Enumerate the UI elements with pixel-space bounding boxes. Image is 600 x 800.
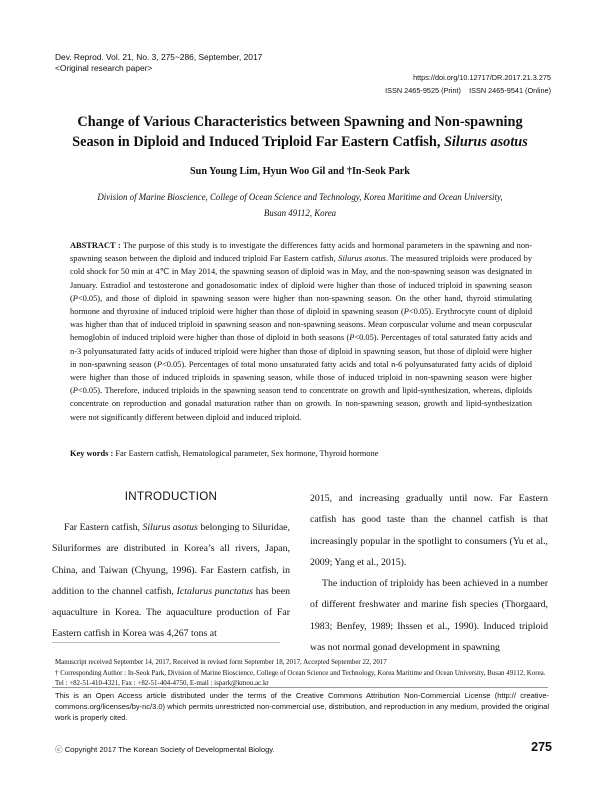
intro-text-3: has been aquaculture in Korea. The aquaculture production of Far Eastern catfish in Korea was 4,267 tons at (52, 585, 291, 640)
abstract-text-7: <0.05). Therefore, induced triploids in the spawning season tend to concentrate on growth and lipid-synthesization, whereas, diploids concentrate on reproduction and gonadal maturation rather than on growth. In non-spawning season, growth and lipid-synthesization were not significantly different between diploid and induced triploid. (70, 386, 532, 422)
abstract-species: Silurus asotus (338, 254, 386, 264)
intro-paragraph-2: 2015, and increasing gradually until now. Far Eastern catfish has good taste than the channel catfish is that increasingly popular in the spotlight to consumers (Yu et al., 2009; Yang et al., 2015). (310, 493, 548, 568)
article-title (52, 112, 548, 152)
manuscript-dates: Manuscript received September 14, 2017, Received in revised form September 18, 2017, Accepted September 22, 2017 (55, 658, 387, 666)
p-value-symbol: P (72, 293, 78, 303)
p-value-symbol: P (349, 333, 355, 343)
title-line-2 (52, 132, 548, 152)
footnote-divider (52, 642, 280, 643)
p-value-symbol: P (403, 307, 409, 317)
intro-text-1: Far Eastern catfish, (64, 522, 143, 533)
abstract-text-2: . The measured triploids were produced by cold shock for 50 min at 4℃ in May 2014, the spawning season of diploid was in May, and the non-spawning season was designated in January. Estradiol and testosterone and gonadosomatic index of diploid were higher than those of induced triploid in spawning season ( (70, 254, 533, 303)
journal-citation (55, 52, 262, 74)
p-value-symbol: P (72, 386, 78, 396)
p-value-symbol: P (156, 359, 162, 369)
abstract-text-3: <0.05), and those of diploid in spawning season were higher than non-spawning season. On the other hand, thyroid stimulating hormone and thyroxine of induced triploid were higher than those of diploid in spawning season ( (70, 293, 532, 317)
intro-species-2: Ictalurus punctatus (176, 585, 253, 597)
footnotes (55, 657, 555, 689)
license-divider (52, 687, 548, 688)
intro-paragraph-right (310, 488, 548, 658)
issn-line: ISSN 2465-9525 (Print) ISSN 2465-9541 (Online) (385, 86, 551, 95)
intro-species-1: Silurus asotus (142, 522, 198, 533)
title-line-1: Change of Various Characteristics between Spawning and Non-spawning (77, 114, 523, 130)
affiliation (66, 190, 534, 221)
abstract-text-1: The purpose of this study is to investigate the differences fatty acids and hormonal parameters in the spawning and non-spawning season between the diploid and induced triploid Far Eastern catfish, (70, 241, 532, 264)
abstract-text-5: <0.05). Percentages of total saturated fatty acids and n-3 polyunsaturated fatty acids of induced triploid were higher than those of diploid in spawning season, but those of diploid were higher in non-spawning season ( (70, 333, 532, 369)
affiliation-line-2: Busan 49112, Korea (263, 207, 337, 218)
corresponding-author: † Corresponding Author : In-Seok Park, Division of Marine Bioscience, College of Ocean Science and Technology, Korea Maritime and Ocean University, Busan 49112, Korea. Tel : +82-51-410-4321, Fax : +82-51-404-4750, E-mail : ispark@kmou.ac.kr (55, 668, 546, 687)
abstract-label: ABSTRACT : (70, 241, 121, 250)
abstract-text-4: <0.05). Erythrocyte count of diploid was higher than that of induced triploid in spawning season and non-spawning seasons. Mean corpuscular volume and mean corpuscular hemoglobin of induced triploid were higher than those of diploid in both seasons ( (70, 307, 533, 343)
keywords-text: Far Eastern catfish, Hematological parameter, Sex hormone, Thyroid hormone (113, 449, 379, 458)
intro-paragraph-1 (52, 517, 290, 645)
article-type: <Original research paper> (55, 63, 153, 73)
page-number: 275 (531, 740, 552, 754)
keywords-label: Key words : (70, 449, 114, 458)
affiliation-line-1: Division of Marine Bioscience, College of Ocean Science and Technology, Korea Maritime and Ocean University, (97, 192, 503, 202)
title-line-2-text: Season in Diploid and Induced Triploid Far Eastern Catfish, (72, 134, 444, 150)
intro-text-2: belonging to Siluridae, Siluriformes are distributed in Korea’s all rivers, Japan, China, and Taiwan (Chyung, 1996). Far Eastern catfish, in addition to the channel catfish, (52, 522, 290, 597)
abstract (70, 239, 532, 424)
intro-paragraph-3: The induction of triploidy has been achieved in a number of different freshwater and marine fish species (Thorgaard, 1983; Benfey, 1989; Ihssen et al., 1990). Induced triploid was not normal gonad development in spawning (310, 578, 548, 654)
title-species: Silurus asotus (443, 134, 528, 150)
journal-volume-line: Dev. Reprod. Vol. 21, No. 3, 275~286, September, 2017 (55, 52, 263, 62)
section-heading-introduction: INTRODUCTION (124, 490, 218, 503)
license-text: This is an Open Access article distributed under the terms of the Creative Commons Attribution Non-Commercial License (http:// creative-commons.org/licenses/by-nc/3.0) which permits unrestricted non-commercial use, distribution, and reproduction in any medium, provided the original work is properly cited. (55, 691, 549, 722)
copyright: ⓒ Copyright 2017 The Korean Society of Developmental Biology. (55, 745, 275, 754)
keywords (70, 449, 532, 458)
doi-link[interactable]: https://doi.org/10.12717/DR.2017.21.3.275 (413, 73, 551, 82)
authors: Sun Young Lim, Hyun Woo Gil and †In-Seok Park (190, 166, 410, 177)
doi-block (385, 71, 551, 97)
abstract-text-6: <0.05). Percentages of total mono unsaturated fatty acids and total n-6 polyunsaturated fatty acids of diploid were higher than those of induced triploids in spawning season, while those of induced triploid in non-spawning season were higher ( (70, 359, 532, 396)
